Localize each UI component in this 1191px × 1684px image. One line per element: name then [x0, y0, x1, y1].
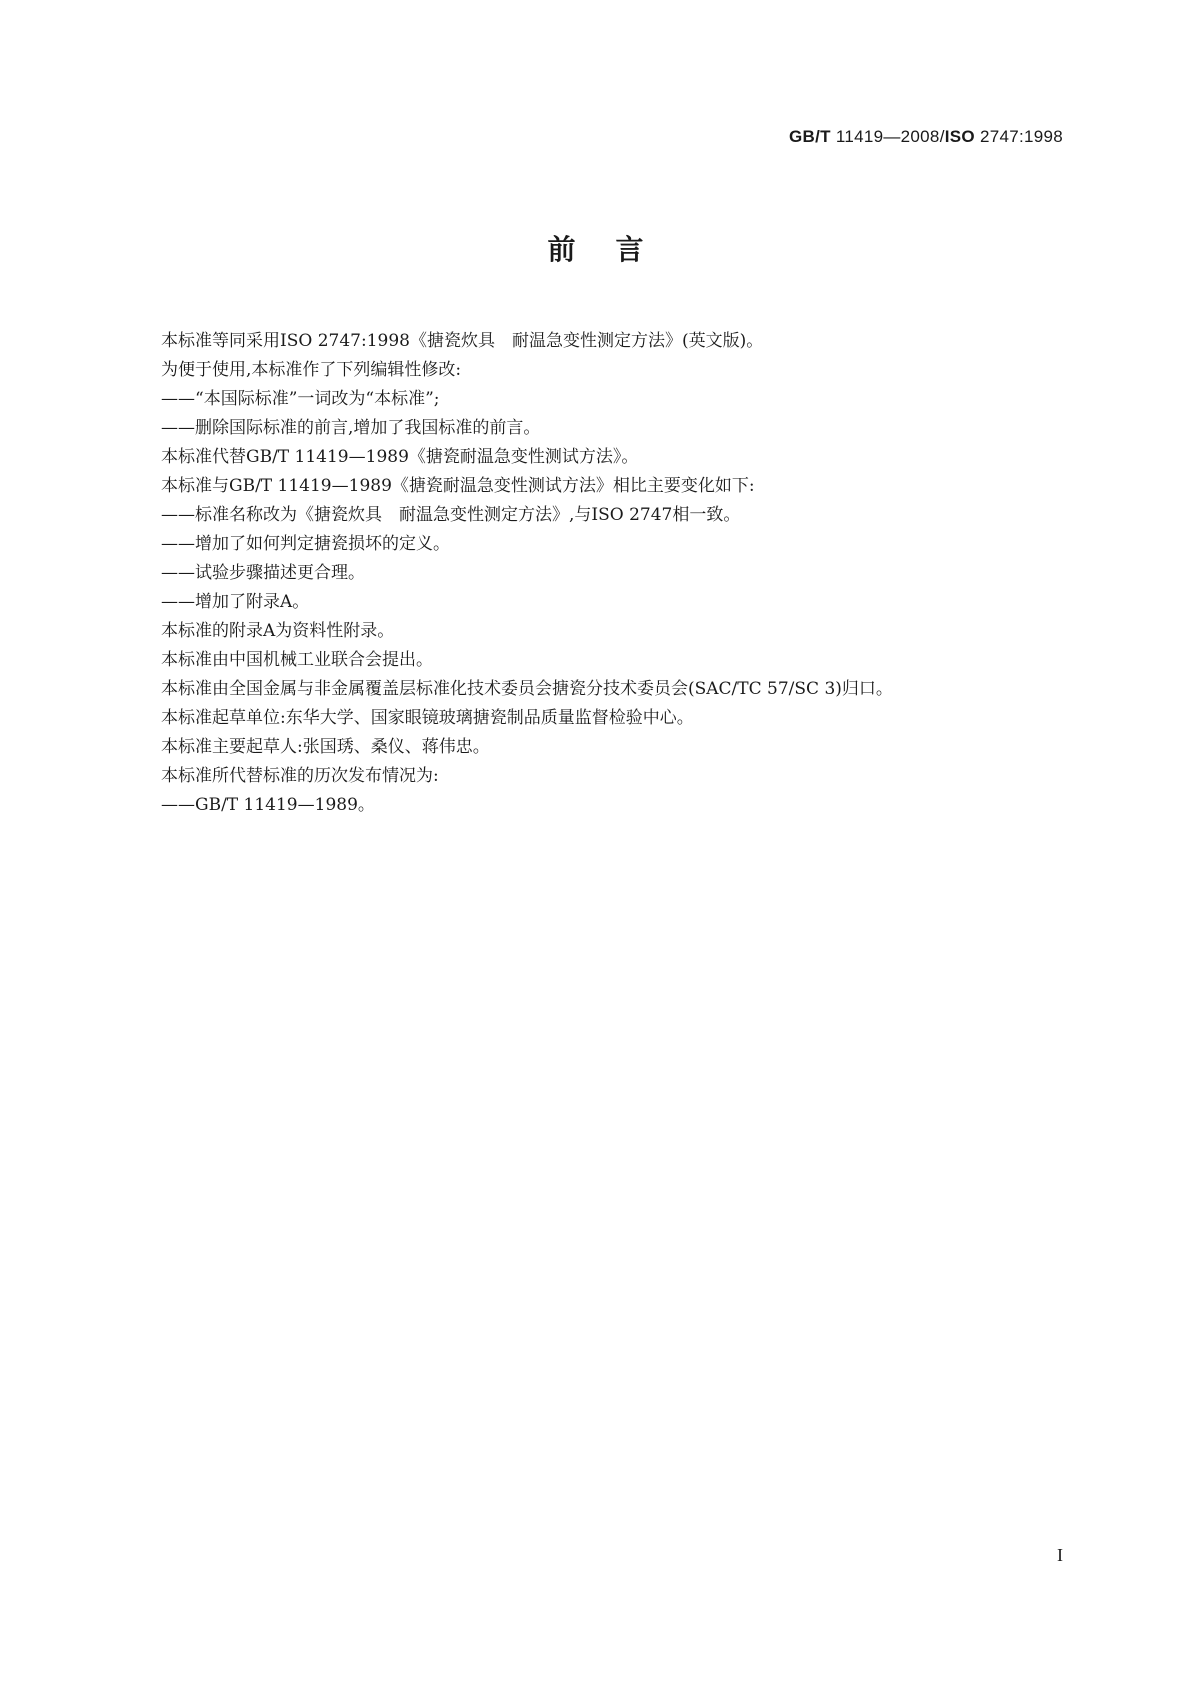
list-item-damage-definition: ——增加了如何判定搪瓷损坏的定义。: [161, 534, 450, 554]
list-item-previous-edition: ——GB/T 11419—1989。: [161, 795, 375, 815]
paragraph-main-changes: 本标准与GB/T 11419—1989《搪瓷耐温急变性测试方法》相比主要变化如下:: [161, 476, 755, 496]
iso-code: 2747:1998: [979, 127, 1063, 146]
list-item-title-change: ——标准名称改为《搪瓷炊具 耐温急变性测定方法》,与ISO 2747相一致。: [161, 505, 741, 525]
iso-prefix: ISO: [944, 127, 975, 146]
paragraph-annex-informative: 本标准的附录A为资料性附录。: [161, 621, 395, 641]
standard-prefix: GB/T: [789, 127, 831, 146]
paragraph-proposed-by: 本标准由中国机械工业联合会提出。: [161, 650, 433, 670]
paragraph-adoption: 本标准等同采用ISO 2747:1998《搪瓷炊具 耐温急变性测定方法》(英文版)。: [161, 331, 764, 351]
foreword-body: [127, 327, 1064, 820]
list-item-term-change: ——“本国际标准”一词改为“本标准”;: [161, 389, 440, 409]
page-number: I: [1057, 1545, 1063, 1565]
list-item-test-procedure: ——试验步骤描述更合理。: [161, 563, 365, 583]
paragraph-centralized-by: 本标准由全国金属与非金属覆盖层标准化技术委员会搪瓷分技术委员会(SAC/TC 57/SC 3)归口。: [161, 679, 893, 699]
paragraph-replaces: 本标准代替GB/T 11419—1989《搪瓷耐温急变性测试方法》。: [161, 447, 639, 467]
paragraph-editorial-changes: 为便于使用,本标准作了下列编辑性修改:: [161, 360, 462, 380]
paragraph-drafters: 本标准主要起草人:张国琇、桑仪、蒋伟忠。: [161, 737, 490, 757]
list-item-annex-added: ——增加了附录A。: [161, 592, 310, 612]
list-item-foreword-change: ——删除国际标准的前言,增加了我国标准的前言。: [161, 418, 541, 438]
page-title: 前言: [547, 233, 684, 266]
paragraph-release-history: 本标准所代替标准的历次发布情况为:: [161, 766, 439, 786]
paragraph-drafting-units: 本标准起草单位:东华大学、国家眼镜玻璃搪瓷制品质量监督检验中心。: [161, 708, 694, 728]
standard-code: 11419—2008/: [835, 127, 945, 146]
standard-number: [789, 127, 1063, 147]
